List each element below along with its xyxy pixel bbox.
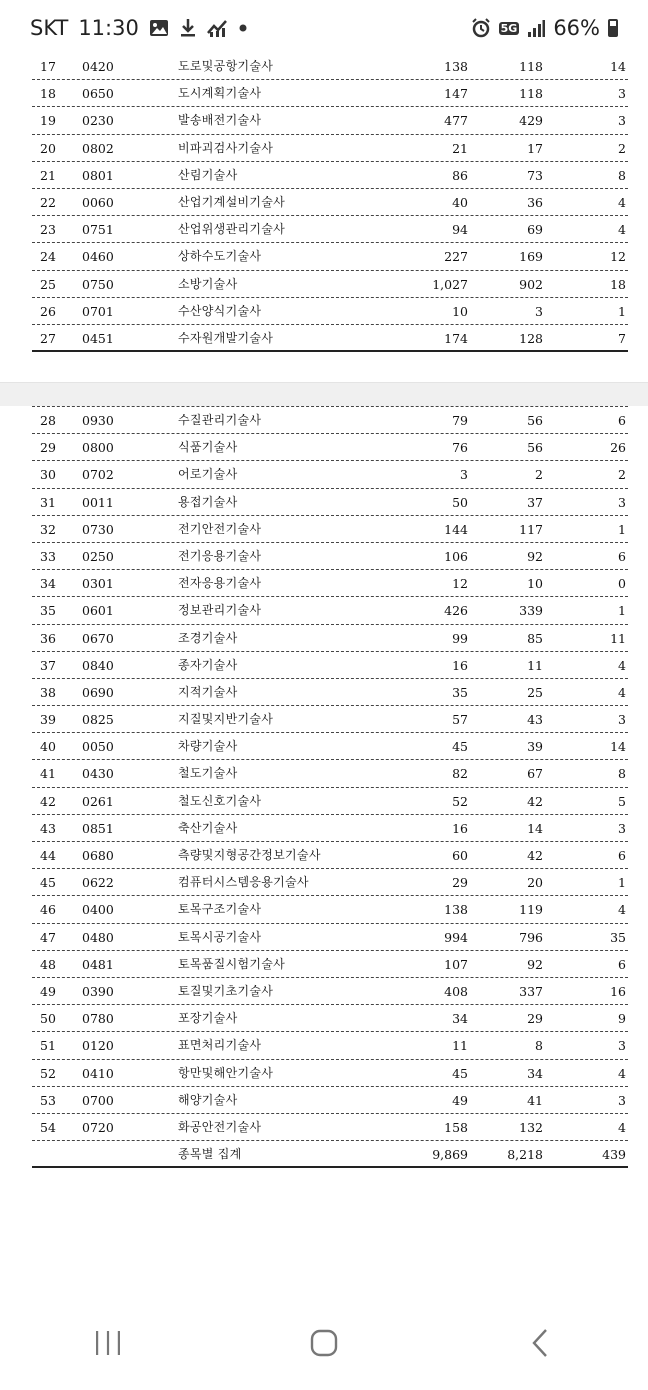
- row-number: 17: [40, 59, 56, 74]
- row-code: 0750: [82, 276, 114, 292]
- row-code: 0800: [82, 440, 114, 456]
- row-value-a: 29: [452, 875, 468, 891]
- row-value-a: 94: [452, 222, 468, 238]
- row-code: 0230: [82, 113, 114, 129]
- table-row: [32, 679, 628, 706]
- row-name: 소방기술사: [178, 276, 238, 291]
- row-name: 발송배전기술사: [178, 113, 262, 128]
- row-value-b: 8: [535, 1038, 543, 1054]
- row-value-b: 902: [519, 276, 543, 292]
- recents-button[interactable]: [78, 1315, 138, 1375]
- row-value-a: 57: [452, 712, 468, 728]
- table-row: [32, 271, 628, 298]
- row-value-a: 86: [452, 167, 468, 183]
- total-b: 8,218: [507, 1147, 543, 1163]
- row-value-c: 7: [618, 330, 626, 346]
- row-code: 0720: [82, 1119, 114, 1135]
- row-number: 51: [40, 1038, 56, 1054]
- row-value-c: 8: [618, 766, 626, 782]
- row-code: 0730: [82, 521, 114, 537]
- row-value-a: 76: [452, 440, 468, 456]
- row-value-a: 138: [444, 59, 468, 74]
- row-name: 포장기술사: [178, 1011, 238, 1026]
- row-value-b: 3: [535, 303, 543, 319]
- row-value-a: 52: [452, 793, 468, 809]
- table-row: [32, 407, 628, 434]
- row-number: 25: [40, 276, 56, 292]
- row-number: 43: [40, 820, 56, 836]
- table-row: [32, 80, 628, 107]
- row-value-b: 56: [527, 440, 543, 456]
- table-row: [32, 107, 628, 134]
- table-row: [32, 53, 628, 80]
- row-value-a: 994: [444, 929, 468, 945]
- table-page-1: [32, 52, 628, 352]
- row-value-b: 25: [527, 684, 543, 700]
- row-value-c: 3: [618, 820, 626, 836]
- row-value-b: 429: [519, 113, 543, 129]
- row-name: 지질및지반기술사: [178, 712, 274, 727]
- row-value-b: 56: [527, 413, 543, 428]
- row-name: 해양기술사: [178, 1092, 238, 1107]
- row-value-b: 2: [535, 467, 543, 483]
- row-number: 30: [40, 467, 56, 483]
- table-row: [32, 325, 628, 352]
- row-name: 표면처리기술사: [178, 1038, 262, 1053]
- network-badge: 5G: [500, 21, 518, 35]
- row-code: 0400: [82, 902, 114, 918]
- row-name: 산업기계설비기술사: [178, 194, 286, 209]
- row-value-c: 5: [618, 793, 626, 809]
- row-code: 0751: [82, 222, 114, 238]
- row-number: 36: [40, 630, 56, 646]
- table-row: [32, 135, 628, 162]
- row-value-b: 118: [519, 59, 543, 74]
- row-value-a: 16: [452, 657, 468, 673]
- row-code: 0780: [82, 1011, 114, 1027]
- back-icon: [530, 1328, 550, 1362]
- row-value-a: 408: [444, 983, 468, 999]
- row-name: 토질및기초기술사: [178, 983, 274, 998]
- row-name: 산업위생관리기술사: [178, 222, 286, 237]
- table-row: [32, 162, 628, 189]
- row-value-a: 40: [452, 194, 468, 210]
- table-row: [32, 733, 628, 760]
- row-name: 화공안전기술사: [178, 1119, 262, 1134]
- back-button[interactable]: [510, 1315, 570, 1375]
- table-row: [32, 489, 628, 516]
- battery-icon: [608, 19, 618, 37]
- row-value-a: 3: [460, 467, 468, 483]
- row-name: 수질관리기술사: [178, 413, 262, 427]
- row-value-b: 119: [519, 902, 543, 918]
- row-value-c: 2: [618, 467, 626, 483]
- row-number: 40: [40, 739, 56, 755]
- row-code: 0430: [82, 766, 114, 782]
- row-number: 47: [40, 929, 56, 945]
- row-name: 산림기술사: [178, 167, 238, 182]
- row-value-a: 79: [452, 413, 468, 428]
- row-value-c: 35: [610, 929, 626, 945]
- table-row: [32, 1060, 628, 1087]
- alarm-icon: [471, 18, 491, 38]
- row-code: 0701: [82, 303, 114, 319]
- row-name: 상하수도기술사: [178, 249, 262, 264]
- row-number: 29: [40, 440, 56, 456]
- row-value-a: 99: [452, 630, 468, 646]
- row-number: 39: [40, 712, 56, 728]
- row-code: 0851: [82, 820, 114, 836]
- row-number: 20: [40, 140, 56, 156]
- row-name: 전기안전기술사: [178, 521, 262, 536]
- row-number: 23: [40, 222, 56, 238]
- row-name: 토목품질시험기술사: [178, 956, 286, 971]
- row-value-c: 18: [610, 276, 626, 292]
- row-number: 53: [40, 1092, 56, 1108]
- row-value-b: 41: [527, 1092, 543, 1108]
- table-row: [32, 1087, 628, 1114]
- row-value-b: 339: [519, 603, 543, 619]
- row-value-a: 144: [444, 521, 468, 537]
- row-number: 33: [40, 548, 56, 564]
- row-code: 0825: [82, 712, 114, 728]
- row-value-b: 73: [527, 167, 543, 183]
- row-code: 0261: [82, 793, 114, 809]
- row-value-a: 82: [452, 766, 468, 782]
- row-code: 0460: [82, 249, 114, 265]
- table-body-page-1: [32, 53, 628, 352]
- gallery-icon: [149, 19, 169, 37]
- row-value-b: 92: [527, 548, 543, 564]
- page-divider: [0, 382, 648, 408]
- row-value-c: 14: [610, 59, 626, 74]
- row-value-b: 17: [527, 140, 543, 156]
- row-number: 52: [40, 1065, 56, 1081]
- row-value-b: 29: [527, 1011, 543, 1027]
- dot-icon: [239, 24, 247, 32]
- status-left: [30, 16, 247, 40]
- row-name: 종자기술사: [178, 657, 238, 672]
- table-row: [32, 516, 628, 543]
- row-value-b: 169: [519, 249, 543, 265]
- row-number: 38: [40, 684, 56, 700]
- row-number: 42: [40, 793, 56, 809]
- row-value-a: 10: [452, 303, 468, 319]
- row-value-c: 6: [618, 956, 626, 972]
- row-value-c: 26: [610, 440, 626, 456]
- row-value-a: 107: [444, 956, 468, 972]
- table-row: [32, 652, 628, 679]
- row-value-c: 12: [610, 249, 626, 265]
- row-number: 41: [40, 766, 56, 782]
- download-icon: [179, 18, 197, 38]
- row-code: 0801: [82, 167, 114, 183]
- row-code: 0060: [82, 194, 114, 210]
- row-value-a: 12: [452, 576, 468, 592]
- row-value-a: 16: [452, 820, 468, 836]
- row-value-c: 1: [618, 875, 626, 891]
- row-value-a: 227: [444, 249, 468, 265]
- row-value-a: 138: [444, 902, 468, 918]
- row-value-b: 14: [527, 820, 543, 836]
- row-code: 0410: [82, 1065, 114, 1081]
- table-row: [32, 434, 628, 461]
- recents-icon: [94, 1330, 122, 1360]
- row-value-b: 11: [527, 657, 543, 673]
- row-value-b: 337: [519, 983, 543, 999]
- status-right: [471, 16, 618, 40]
- row-name: 도로및공항기술사: [178, 59, 274, 73]
- table-row: [32, 760, 628, 787]
- row-value-c: 6: [618, 548, 626, 564]
- row-code: 0011: [82, 494, 114, 510]
- row-number: 26: [40, 303, 56, 319]
- navigation-bar: [0, 1300, 648, 1390]
- row-name: 토목구조기술사: [178, 902, 262, 917]
- row-value-a: 477: [444, 113, 468, 129]
- table-body-page-2: [32, 407, 628, 1141]
- row-value-c: 3: [618, 712, 626, 728]
- table-row: [32, 978, 628, 1005]
- row-value-c: 1: [618, 521, 626, 537]
- row-value-c: 2: [618, 140, 626, 156]
- row-value-a: 21: [452, 140, 468, 156]
- row-value-b: 42: [527, 848, 543, 863]
- row-code: 0120: [82, 1038, 114, 1054]
- row-name: 토목시공기술사: [178, 929, 262, 944]
- row-name: 수산양식기술사: [178, 303, 262, 318]
- row-value-b: 69: [527, 222, 543, 238]
- row-value-b: 42: [527, 793, 543, 809]
- row-number: 21: [40, 167, 56, 183]
- row-value-c: 4: [618, 684, 626, 700]
- row-value-a: 45: [452, 739, 468, 755]
- row-value-c: 8: [618, 167, 626, 183]
- row-value-c: 6: [618, 413, 626, 428]
- row-code: 0480: [82, 929, 114, 945]
- row-value-a: 174: [444, 330, 468, 346]
- row-name: 차량기술사: [178, 739, 238, 754]
- row-number: 44: [40, 848, 56, 863]
- row-value-a: 1,027: [432, 276, 468, 292]
- row-value-b: 67: [527, 766, 543, 782]
- row-value-b: 37: [527, 494, 543, 510]
- table-row: [32, 543, 628, 570]
- row-value-c: 1: [618, 303, 626, 319]
- row-name: 컴퓨터시스템응용기술사: [178, 875, 309, 890]
- row-value-b: 34: [527, 1065, 543, 1081]
- table-row: [32, 1032, 628, 1059]
- row-number: 18: [40, 86, 56, 102]
- row-code: 0700: [82, 1092, 114, 1108]
- row-value-c: 4: [618, 1065, 626, 1081]
- row-value-b: 117: [519, 521, 543, 537]
- row-number: 35: [40, 603, 56, 619]
- row-value-a: 50: [452, 494, 468, 510]
- table-row: [32, 570, 628, 597]
- row-code: 0301: [82, 576, 114, 592]
- table-page-2: [32, 406, 628, 1168]
- row-value-c: 9: [618, 1011, 626, 1027]
- row-number: 31: [40, 494, 56, 510]
- row-value-c: 3: [618, 1038, 626, 1054]
- status-bar: [0, 0, 648, 56]
- row-value-b: 39: [527, 739, 543, 755]
- table-row: [32, 243, 628, 270]
- row-number: 19: [40, 113, 56, 129]
- home-button[interactable]: [294, 1315, 354, 1375]
- carrier-label: SKT: [30, 16, 69, 40]
- table-row: [32, 189, 628, 216]
- row-name: 조경기술사: [178, 630, 238, 645]
- row-value-c: 4: [618, 902, 626, 918]
- row-name: 철도신호기술사: [178, 793, 262, 808]
- table-row: [32, 216, 628, 243]
- row-name: 철도기술사: [178, 766, 238, 781]
- table-row: [32, 597, 628, 624]
- row-value-b: 36: [527, 194, 543, 210]
- document-page-1: [0, 56, 648, 382]
- total-c: 439: [602, 1147, 626, 1163]
- row-value-c: 16: [610, 983, 626, 999]
- row-value-b: 796: [519, 929, 543, 945]
- table-row: [32, 1005, 628, 1032]
- row-value-b: 92: [527, 956, 543, 972]
- row-value-c: 4: [618, 1119, 626, 1135]
- row-value-a: 49: [452, 1092, 468, 1108]
- row-code: 0622: [82, 875, 114, 891]
- row-name: 축산기술사: [178, 820, 238, 835]
- row-value-c: 4: [618, 222, 626, 238]
- table-row: [32, 869, 628, 896]
- row-value-b: 10: [527, 576, 543, 592]
- row-number: 45: [40, 875, 56, 891]
- total-a: 9,869: [432, 1147, 468, 1163]
- row-number: 54: [40, 1119, 56, 1135]
- chart-icon: [207, 19, 229, 37]
- row-value-a: 35: [452, 684, 468, 700]
- home-icon: [310, 1329, 338, 1361]
- row-name: 항만및해안기술사: [178, 1065, 274, 1080]
- row-number: 46: [40, 902, 56, 918]
- document-page-2: [0, 406, 648, 1166]
- row-value-c: 3: [618, 86, 626, 102]
- row-name: 수자원개발기술사: [178, 330, 274, 345]
- row-code: 0050: [82, 739, 114, 755]
- row-value-a: 34: [452, 1011, 468, 1027]
- row-value-a: 426: [444, 603, 468, 619]
- table-row: [32, 461, 628, 488]
- row-value-b: 85: [527, 630, 543, 646]
- row-code: 0690: [82, 684, 114, 700]
- row-number: 34: [40, 576, 56, 592]
- table-row: [32, 1114, 628, 1141]
- row-code: 0250: [82, 548, 114, 564]
- table-row: [32, 298, 628, 325]
- table-row: [32, 706, 628, 733]
- row-value-a: 147: [444, 86, 468, 102]
- row-code: 0670: [82, 630, 114, 646]
- table-row: [32, 924, 628, 951]
- row-number: 49: [40, 983, 56, 999]
- row-value-b: 118: [519, 86, 543, 102]
- row-value-c: 3: [618, 494, 626, 510]
- row-code: 0420: [82, 59, 114, 74]
- row-number: 48: [40, 956, 56, 972]
- row-number: 27: [40, 330, 56, 346]
- row-name: 어로기술사: [178, 467, 238, 482]
- row-code: 0601: [82, 603, 114, 619]
- battery-percent: 66%: [553, 16, 600, 40]
- row-value-b: 128: [519, 330, 543, 346]
- row-code: 0481: [82, 956, 114, 972]
- row-code: 0680: [82, 848, 114, 863]
- row-value-b: 43: [527, 712, 543, 728]
- row-code: 0802: [82, 140, 114, 156]
- row-value-c: 4: [618, 194, 626, 210]
- row-number: 28: [40, 413, 56, 428]
- row-value-a: 45: [452, 1065, 468, 1081]
- table-row: [32, 896, 628, 923]
- row-code: 0702: [82, 467, 114, 483]
- row-name: 측량및지형공간정보기술사: [178, 848, 321, 862]
- row-value-b: 20: [527, 875, 543, 891]
- table-row: [32, 625, 628, 652]
- row-code: 0451: [82, 330, 114, 346]
- row-code: 0390: [82, 983, 114, 999]
- row-value-b: 132: [519, 1119, 543, 1135]
- row-name: 정보관리기술사: [178, 603, 262, 618]
- row-value-c: 14: [610, 739, 626, 755]
- table-row: [32, 788, 628, 815]
- row-name: 용접기술사: [178, 494, 238, 509]
- row-code: 0840: [82, 657, 114, 673]
- row-value-c: 0: [618, 576, 626, 592]
- row-name: 식품기술사: [178, 440, 238, 455]
- row-name: 비파괴검사기술사: [178, 140, 274, 155]
- row-code: 0650: [82, 86, 114, 102]
- row-value-c: 3: [618, 1092, 626, 1108]
- table-row: [32, 951, 628, 978]
- row-value-c: 1: [618, 603, 626, 619]
- row-value-a: 11: [452, 1038, 468, 1054]
- row-name: 전기응용기술사: [178, 548, 262, 563]
- row-value-c: 4: [618, 657, 626, 673]
- table-row: [32, 842, 628, 869]
- row-name: 전자응용기술사: [178, 576, 262, 591]
- clock: 11:30: [78, 16, 139, 40]
- row-value-c: 6: [618, 848, 626, 863]
- row-name: 도시계획기술사: [178, 86, 262, 101]
- row-name: 지적기술사: [178, 684, 238, 699]
- row-code: 0930: [82, 413, 114, 428]
- row-value-c: 3: [618, 113, 626, 129]
- table-row: [32, 815, 628, 842]
- row-number: 22: [40, 194, 56, 210]
- row-number: 37: [40, 657, 56, 673]
- row-number: 32: [40, 521, 56, 537]
- row-number: 50: [40, 1011, 56, 1027]
- total-row: [32, 1141, 628, 1168]
- signal-icon: [527, 19, 545, 37]
- row-value-a: 158: [444, 1119, 468, 1135]
- row-value-a: 60: [452, 848, 468, 863]
- total-label: 종목별 집계: [178, 1147, 242, 1162]
- row-value-a: 106: [444, 548, 468, 564]
- row-value-c: 11: [610, 630, 626, 646]
- row-number: 24: [40, 249, 56, 265]
